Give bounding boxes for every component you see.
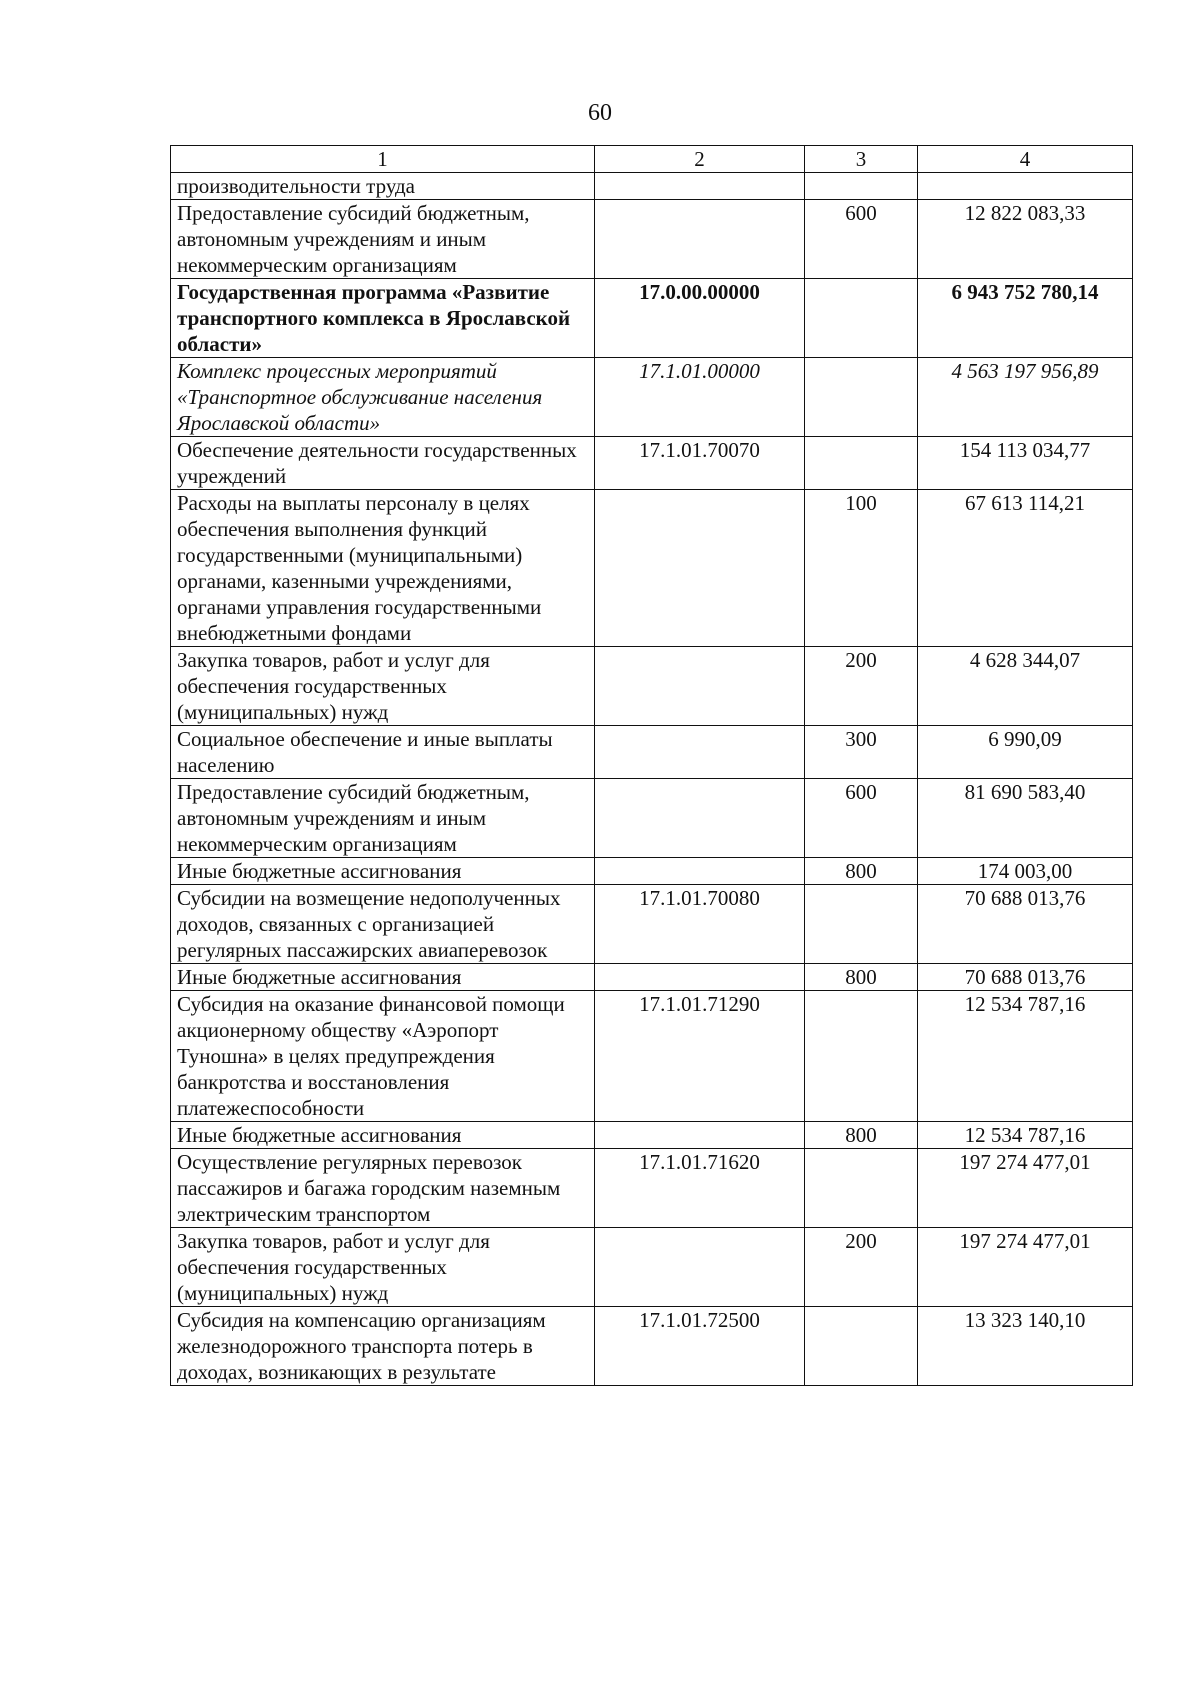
table-row: [171, 885, 1133, 964]
row-code-cell: 17.1.01.71290: [595, 991, 805, 1122]
row-code-cell: [595, 647, 805, 726]
row-expense-type-cell: 200: [805, 647, 918, 726]
table-row: [171, 991, 1133, 1122]
row-amount-cell: 12 534 787,16: [918, 991, 1133, 1122]
row-amount-cell: 70 688 013,76: [918, 885, 1133, 964]
table-body: [171, 173, 1133, 1386]
budget-table: [170, 145, 1133, 1386]
table-row: [171, 858, 1133, 885]
row-code-cell: [595, 173, 805, 200]
row-expense-type-cell: 800: [805, 858, 918, 885]
row-name-cell: Иные бюджетные ассигнования: [171, 858, 595, 885]
row-expense-type-cell: [805, 437, 918, 490]
row-name-cell: Иные бюджетные ассигнования: [171, 1122, 595, 1149]
row-name-cell: Расходы на выплаты персоналу в целях обеспечения выполнения функций государственными (муниципальными) органами, казенными учреждениями, органами управления государственными внебюджетными фондами: [171, 490, 595, 647]
row-amount-cell: 12 534 787,16: [918, 1122, 1133, 1149]
row-code-cell: [595, 726, 805, 779]
row-name-cell: Социальное обеспечение и иные выплаты населению: [171, 726, 595, 779]
row-code-cell: [595, 1228, 805, 1307]
table-row: [171, 358, 1133, 437]
row-amount-cell: 67 613 114,21: [918, 490, 1133, 647]
row-amount-cell: [918, 173, 1133, 200]
row-name-cell: Государственная программа «Развитие транспортного комплекса в Ярославской области»: [171, 279, 595, 358]
table-row: [171, 726, 1133, 779]
row-name-cell: Иные бюджетные ассигнования: [171, 964, 595, 991]
row-code-cell: 17.1.01.00000: [595, 358, 805, 437]
row-expense-type-cell: [805, 991, 918, 1122]
row-amount-cell: 197 274 477,01: [918, 1228, 1133, 1307]
row-code-cell: [595, 1122, 805, 1149]
row-expense-type-cell: [805, 1307, 918, 1386]
table-row: [171, 279, 1133, 358]
row-code-cell: [595, 490, 805, 647]
table-row: [171, 1122, 1133, 1149]
row-expense-type-cell: 300: [805, 726, 918, 779]
row-amount-cell: 6 943 752 780,14: [918, 279, 1133, 358]
row-expense-type-cell: 100: [805, 490, 918, 647]
row-name-cell: Закупка товаров, работ и услуг для обеспечения государственных (муниципальных) нужд: [171, 647, 595, 726]
table-row: [171, 173, 1133, 200]
row-code-cell: [595, 964, 805, 991]
row-name-cell: Субсидия на компенсацию организациям железнодорожного транспорта потерь в доходах, возникающих в результате: [171, 1307, 595, 1386]
row-expense-type-cell: [805, 358, 918, 437]
table-row: [171, 437, 1133, 490]
row-amount-cell: 70 688 013,76: [918, 964, 1133, 991]
column-header-4: 4: [918, 146, 1133, 173]
row-code-cell: [595, 779, 805, 858]
row-name-cell: Закупка товаров, работ и услуг для обеспечения государственных (муниципальных) нужд: [171, 1228, 595, 1307]
row-expense-type-cell: 800: [805, 964, 918, 991]
table-row: [171, 200, 1133, 279]
row-amount-cell: 4 628 344,07: [918, 647, 1133, 726]
row-code-cell: [595, 200, 805, 279]
row-code-cell: 17.1.01.71620: [595, 1149, 805, 1228]
row-amount-cell: 6 990,09: [918, 726, 1133, 779]
column-header-2: 2: [595, 146, 805, 173]
row-expense-type-cell: 800: [805, 1122, 918, 1149]
table-row: [171, 1149, 1133, 1228]
row-expense-type-cell: [805, 885, 918, 964]
row-amount-cell: 4 563 197 956,89: [918, 358, 1133, 437]
row-amount-cell: 13 323 140,10: [918, 1307, 1133, 1386]
row-expense-type-cell: 200: [805, 1228, 918, 1307]
row-expense-type-cell: [805, 1149, 918, 1228]
row-code-cell: [595, 858, 805, 885]
row-amount-cell: 174 003,00: [918, 858, 1133, 885]
row-name-cell: производительности труда: [171, 173, 595, 200]
row-name-cell: Субсидии на возмещение недополученных доходов, связанных с организацией регулярных пассажирских авиаперевозок: [171, 885, 595, 964]
row-name-cell: Осуществление регулярных перевозок пассажиров и багажа городским наземным электрическим транспортом: [171, 1149, 595, 1228]
row-amount-cell: 81 690 583,40: [918, 779, 1133, 858]
row-expense-type-cell: 600: [805, 200, 918, 279]
table-row: [171, 647, 1133, 726]
page-number: 60: [588, 100, 612, 126]
row-code-cell: 17.1.01.70080: [595, 885, 805, 964]
row-code-cell: 17.1.01.72500: [595, 1307, 805, 1386]
row-name-cell: Комплекс процессных мероприятий «Транспортное обслуживание населения Ярославской области»: [171, 358, 595, 437]
table-row: [171, 779, 1133, 858]
row-code-cell: 17.1.01.70070: [595, 437, 805, 490]
row-expense-type-cell: [805, 279, 918, 358]
row-expense-type-cell: 600: [805, 779, 918, 858]
table-row: [171, 1307, 1133, 1386]
row-name-cell: Субсидия на оказание финансовой помощи акционерному обществу «Аэропорт Туношна» в целях предупреждения банкротства и восстановления платежеспособности: [171, 991, 595, 1122]
row-amount-cell: 12 822 083,33: [918, 200, 1133, 279]
row-name-cell: Обеспечение деятельности государственных учреждений: [171, 437, 595, 490]
table-row: [171, 1228, 1133, 1307]
row-name-cell: Предоставление субсидий бюджетным, автономным учреждениям и иным некоммерческим организациям: [171, 200, 595, 279]
table-row: [171, 490, 1133, 647]
row-name-cell: Предоставление субсидий бюджетным, автономным учреждениям и иным некоммерческим организациям: [171, 779, 595, 858]
row-code-cell: 17.0.00.00000: [595, 279, 805, 358]
header-row: [171, 146, 1133, 173]
row-expense-type-cell: [805, 173, 918, 200]
column-header-1: 1: [171, 146, 595, 173]
row-amount-cell: 154 113 034,77: [918, 437, 1133, 490]
column-header-3: 3: [805, 146, 918, 173]
table-row: [171, 964, 1133, 991]
row-amount-cell: 197 274 477,01: [918, 1149, 1133, 1228]
